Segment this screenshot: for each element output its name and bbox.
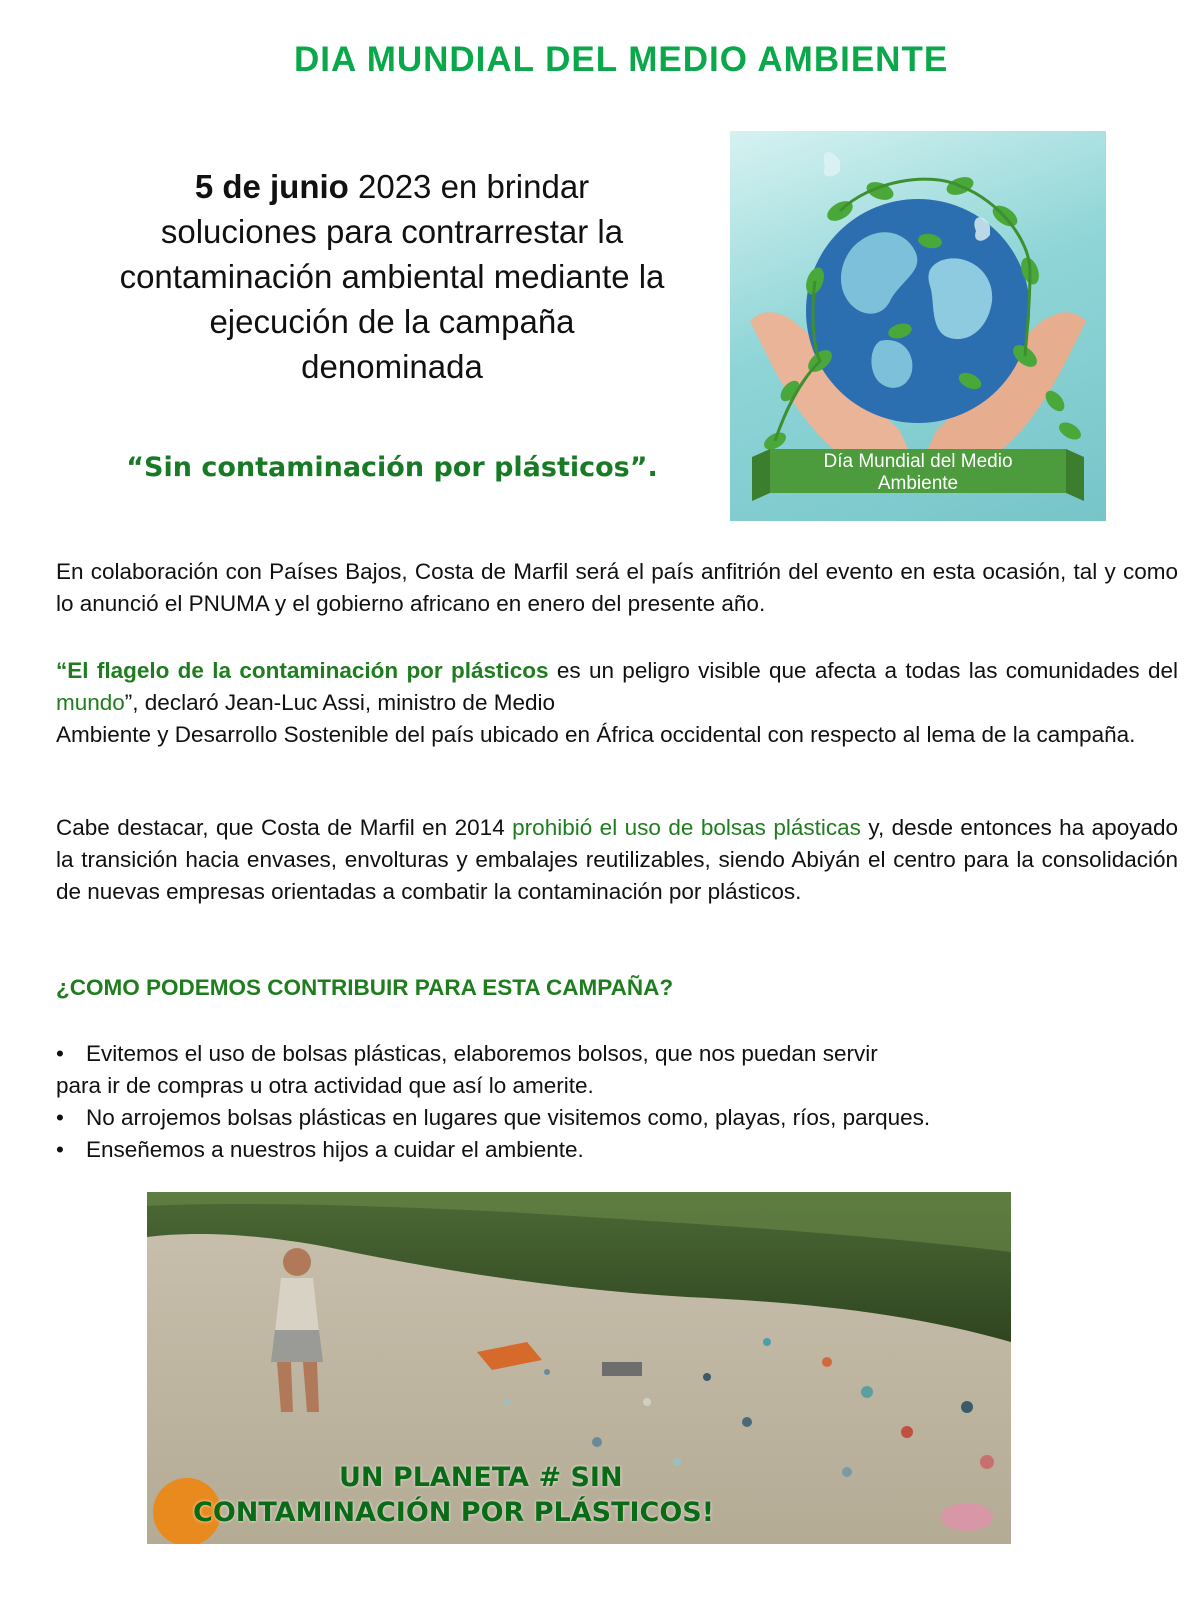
bullet-2-text: No arrojemos bolsas plásticas en lugares que visitemos como, playas, ríos, parques. (86, 1105, 931, 1130)
bullet-3-text: Enseñemos a nuestros hijos a cuidar el ambiente. (86, 1137, 584, 1162)
quote-highlight: “El flagelo de la contaminación por plásticos (56, 658, 549, 683)
banner-tail-left (752, 449, 770, 501)
campaign-name: “Sin contaminación por plásticos”. (126, 452, 658, 483)
banner-line-2: Ambiente (877, 473, 959, 494)
mundo-link[interactable]: mundo (56, 690, 125, 715)
bullet-1-line-1: Evitemos el uso de bolsas plásticas, elaboremos bolsos, que nos puedan servir (86, 1041, 878, 1066)
bullet-item-2 (56, 1102, 1178, 1134)
bullet-symbol: • (56, 1041, 64, 1066)
globe-hands-illustration (730, 131, 1106, 521)
intro-date: 5 de junio (194, 168, 349, 205)
butterfly-shape (824, 152, 840, 177)
butterfly-shape-2 (974, 217, 990, 241)
intro-line-3: contaminación ambiental mediante la (119, 258, 665, 295)
ban-bags-link[interactable]: prohibió el uso de bolsas plásticas (512, 815, 861, 840)
paragraph-3 (56, 812, 1178, 908)
bullet-item-1 (56, 1038, 1178, 1070)
slogan-line-2: CONTAMINACIÓN POR PLÁSTICOS! (193, 1497, 715, 1528)
banner-line-1: Día Mundial del Medio (823, 451, 1013, 472)
slogan-line-1: UN PLANETA # SIN (339, 1462, 623, 1493)
paragraph-2-text-b: ”, declaró Jean-Luc Assi, ministro de Medio (124, 690, 555, 715)
bullet-symbol: • (56, 1105, 64, 1130)
paragraph-3-text-a: Cabe destacar, que Costa de Marfil en 2014 (56, 815, 513, 840)
paragraph-3-text-b: y, desde entonces ha apoyado la transición hacia envases, envolturas y embalajes reutilizables, siendo Abiyán el centro para la consolidación de nuevas empresas orientadas a combatir la contaminación por plásticos. (56, 815, 1178, 904)
paragraph-2 (56, 655, 1178, 751)
paragraph-2-text-a: es un peligro visible que afecta a todas las comunidades del (548, 658, 1178, 683)
paragraph-1: En colaboración con Países Bajos, Costa de Marfil será el país anfitrión del evento en esta ocasión, tal y como lo anunció el PNUMA y el gobierno africano en enero del presente año. (56, 559, 1178, 616)
bullet-symbol: • (56, 1137, 64, 1162)
paragraph-2-text-c: Ambiente y Desarrollo Sostenible del país ubicado en África occidental con respecto al lema de la campaña. (56, 722, 1136, 747)
bullet-item-3 (56, 1134, 1178, 1166)
banner-tail-right (1066, 449, 1084, 501)
intro-text (52, 164, 732, 389)
intro-line-2: soluciones para contrarrestar la (160, 213, 624, 250)
bullet-list (56, 1038, 1178, 1166)
page-title: DIA MUNDIAL DEL MEDIO AMBIENTE (294, 40, 949, 79)
intro-line-4: ejecución de la campaña (209, 303, 575, 340)
globe-shape (806, 199, 1030, 423)
intro-line-1 (52, 164, 732, 209)
grey-debris (602, 1362, 642, 1376)
intro-line-1-rest: 2023 en brindar (348, 168, 590, 205)
bullet-1-continuation: para ir de compras u otra actividad que así lo amerite. (56, 1073, 594, 1098)
intro-line-5: denominada (301, 348, 483, 385)
polluted-beach-photo (147, 1192, 1011, 1544)
section-heading: ¿COMO PODEMOS CONTRIBUIR PARA ESTA CAMPAÑA? (56, 975, 674, 1000)
